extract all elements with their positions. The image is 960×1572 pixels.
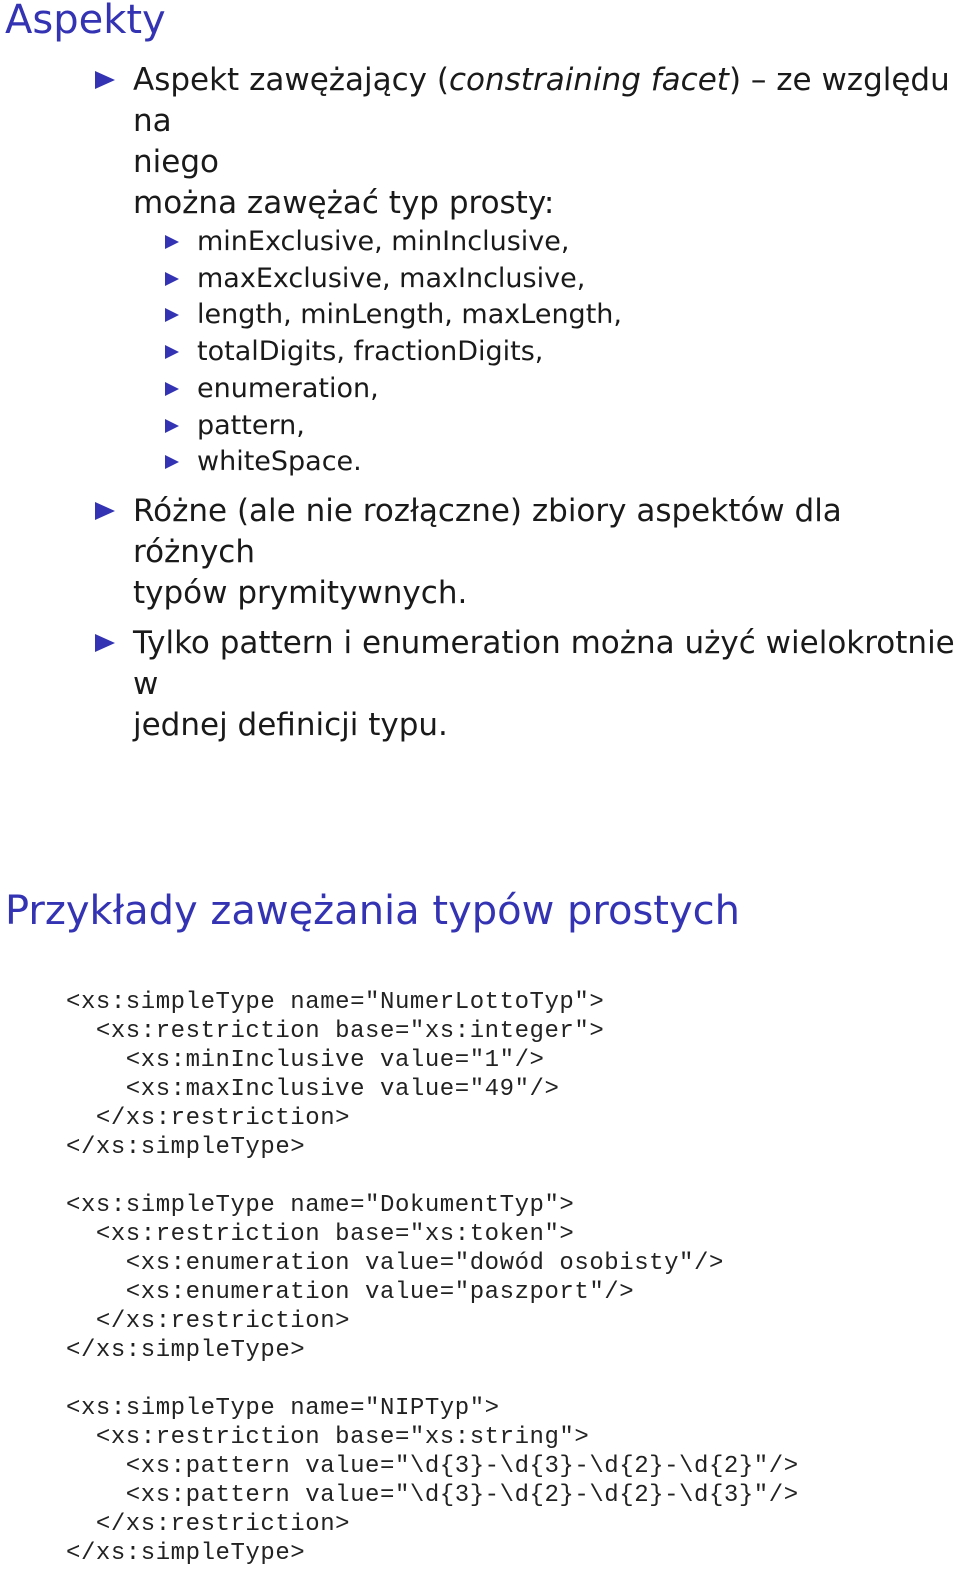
bullet-text-part: można zawężać typ prosty:: [133, 185, 555, 221]
sub-bullet-item: [165, 297, 957, 334]
code-line: <xs:enumeration value="paszport"/>: [66, 1279, 635, 1306]
code-line: <xs:restriction base="xs:integer">: [66, 1018, 605, 1045]
code-line: <xs:restriction base="xs:token">: [66, 1221, 575, 1248]
bullet-triangle-icon: [95, 502, 115, 520]
sub-bullet-text: whiteSpace.: [197, 446, 362, 478]
code-line: <xs:pattern value="\d{3}-\d{3}-\d{2}-\d{2}"/>: [66, 1453, 799, 1480]
bullet-item: [95, 60, 957, 481]
bullet-text: [133, 625, 955, 743]
sub-bullet-triangle-icon: [165, 308, 179, 322]
sub-bullet-item: [165, 371, 957, 408]
sub-bullet-triangle-icon: [165, 382, 179, 396]
code-line: <xs:maxInclusive value="49"/>: [66, 1076, 560, 1103]
sub-bullet-item: [165, 334, 957, 371]
code-line: </xs:simpleType>: [66, 1540, 306, 1567]
sub-bullet-text: totalDigits, fractionDigits,: [197, 336, 544, 368]
bullet-emphasis: constraining facet: [448, 62, 729, 98]
sub-bullet-item: [165, 444, 957, 481]
code-line: <xs:simpleType name="NIPTyp">: [66, 1395, 500, 1422]
bullet-text-part: ) – ze względu na: [133, 62, 950, 139]
sub-bullet-item: [165, 224, 957, 261]
code-line: <xs:minInclusive value="1"/>: [66, 1047, 545, 1074]
code-line: </xs:restriction>: [66, 1105, 351, 1132]
bullet-text-part: jednej definicji typu.: [133, 706, 448, 743]
slide-title-aspekty: Aspekty: [5, 0, 166, 43]
code-block: [66, 988, 799, 1568]
sub-bullet-triangle-icon: [165, 345, 179, 359]
bullet-text-part: Różne (ale nie rozłączne) zbiory aspektów dla różnych: [133, 492, 842, 570]
code-line: </xs:simpleType>: [66, 1134, 306, 1161]
sub-bullet-item: [165, 408, 957, 445]
sub-bullet-triangle-icon: [165, 272, 179, 286]
code-line: </xs:simpleType>: [66, 1337, 306, 1364]
sub-bullet-list: [133, 224, 957, 481]
code-line: <xs:restriction base="xs:string">: [66, 1424, 590, 1451]
code-line: <xs:pattern value="\d{3}-\d{2}-\d{2}-\d{3}"/>: [66, 1482, 799, 1509]
code-line: </xs:restriction>: [66, 1308, 351, 1335]
bullet-text: [133, 493, 842, 611]
code-line: <xs:enumeration value="dowód osobisty"/>: [66, 1250, 724, 1277]
sub-bullet-item: [165, 261, 957, 298]
code-line: </xs:restriction>: [66, 1511, 351, 1538]
bullet-text-part: Aspekt zawężający (: [133, 62, 449, 98]
sub-bullet-text: minExclusive, minInclusive,: [197, 226, 570, 257]
bullet-text: [133, 62, 950, 221]
code-line: <xs:simpleType name="NumerLottoTyp">: [66, 989, 605, 1016]
bullet-text-part: niego: [133, 144, 219, 180]
bullet-text-part: typów prymitywnych.: [133, 574, 468, 611]
sub-bullet-text: pattern,: [197, 409, 305, 441]
bullet-item: [95, 623, 957, 746]
sub-bullet-triangle-icon: [165, 235, 179, 249]
code-line: <xs:simpleType name="DokumentTyp">: [66, 1192, 575, 1219]
slide-title-przyklady: Przykłady zawężania typów prostych: [5, 888, 740, 934]
sub-bullet-text: enumeration,: [197, 372, 379, 404]
sub-bullet-triangle-icon: [165, 419, 179, 433]
bullet-text-part: Tylko pattern i enumeration można użyć wielokrotnie w: [133, 624, 955, 702]
bullet-list: [95, 60, 957, 746]
sub-bullet-text: length, minLength, maxLength,: [197, 299, 622, 331]
bullet-item: [95, 491, 957, 614]
bullet-triangle-icon: [95, 71, 115, 89]
sub-bullet-triangle-icon: [165, 455, 179, 469]
sub-bullet-text: maxExclusive, maxInclusive,: [197, 262, 586, 294]
bullet-triangle-icon: [95, 634, 115, 652]
